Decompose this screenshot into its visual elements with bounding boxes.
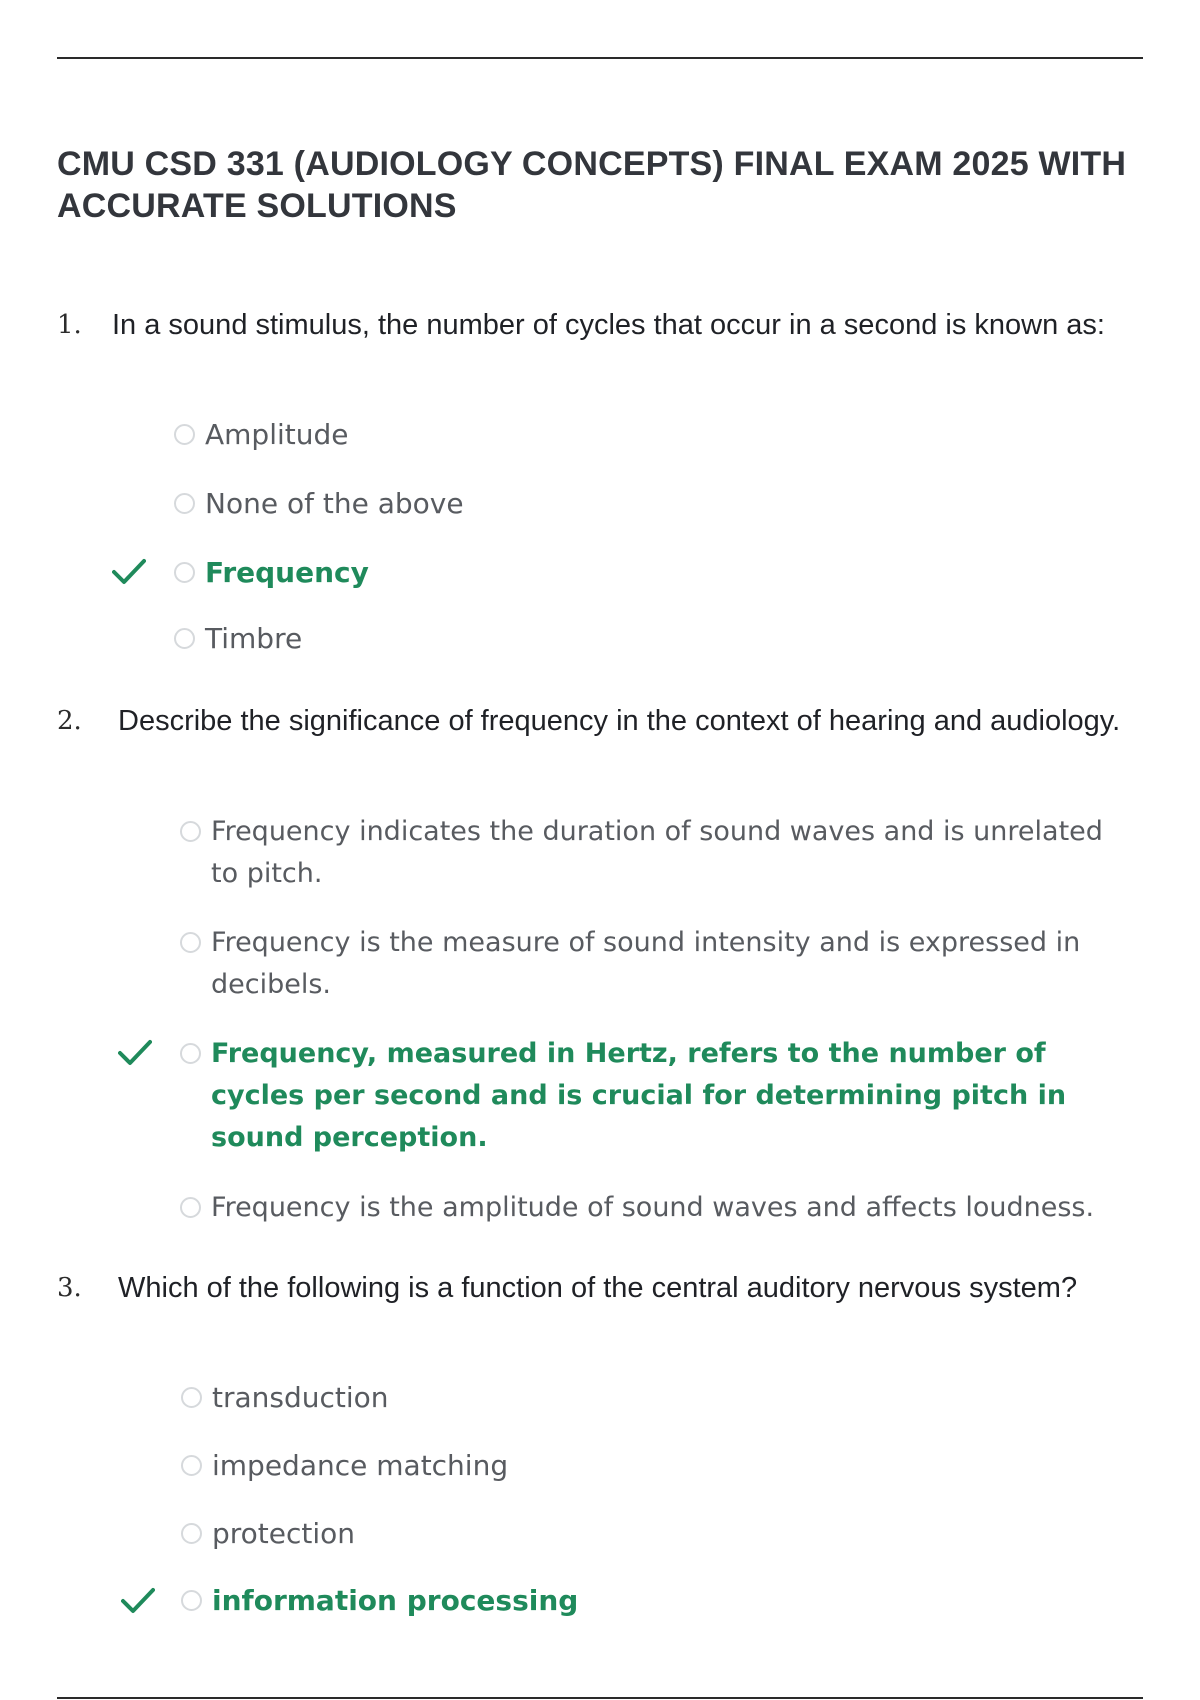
radio-button[interactable] xyxy=(180,1197,201,1218)
radio-button[interactable] xyxy=(181,1590,202,1611)
option-label: Timbre xyxy=(205,622,303,655)
correct-checkmark-icon xyxy=(121,1586,155,1616)
radio-button[interactable] xyxy=(174,562,195,583)
answer-option-correct[interactable] xyxy=(174,552,369,594)
question-3 xyxy=(57,1267,1147,1309)
option-label: Frequency is the amplitude of sound waves and affects loudness. xyxy=(211,1192,1095,1223)
question-text: Describe the significance of frequency in the context of hearing and audiology. xyxy=(118,705,1121,737)
question-text: In a sound stimulus, the number of cycles that occur in a second is known as: xyxy=(112,309,1105,341)
question-1 xyxy=(57,304,1147,346)
radio-button[interactable] xyxy=(180,932,201,953)
radio-button[interactable] xyxy=(174,493,195,514)
answer-option[interactable] xyxy=(181,1377,389,1419)
answer-option-correct[interactable] xyxy=(181,1580,578,1622)
option-label: Frequency xyxy=(205,556,369,589)
radio-button[interactable] xyxy=(180,1043,201,1064)
question-number: 1. xyxy=(57,310,82,340)
correct-checkmark-icon xyxy=(118,1038,152,1068)
question-text: Which of the following is a function of the central auditory nervous system? xyxy=(118,1272,1078,1304)
answer-option[interactable] xyxy=(174,414,349,456)
answer-option[interactable] xyxy=(174,618,302,660)
radio-button[interactable] xyxy=(181,1523,202,1544)
option-label: impedance matching xyxy=(212,1449,509,1482)
radio-button[interactable] xyxy=(180,821,201,842)
answer-option[interactable] xyxy=(181,1445,508,1487)
answer-option[interactable] xyxy=(181,1513,355,1555)
top-rule xyxy=(57,57,1143,59)
answer-option[interactable] xyxy=(180,811,1130,895)
option-label: Frequency indicates the duration of sound waves and is unrelated to pitch. xyxy=(211,816,1103,889)
option-label: Frequency is the measure of sound intensity and is expressed in decibels. xyxy=(211,927,1081,1000)
correct-checkmark-icon xyxy=(112,557,146,587)
answer-option[interactable] xyxy=(180,1187,1140,1229)
option-label: protection xyxy=(212,1517,356,1550)
question-2 xyxy=(57,700,1147,742)
option-label: None of the above xyxy=(205,487,464,520)
option-label: Amplitude xyxy=(205,418,349,451)
answer-option[interactable] xyxy=(174,483,464,525)
question-number: 3. xyxy=(57,1273,82,1303)
radio-button[interactable] xyxy=(174,424,195,445)
radio-button[interactable] xyxy=(181,1455,202,1476)
option-label: information processing xyxy=(212,1584,579,1617)
question-number: 2. xyxy=(57,706,82,736)
option-label: Frequency, measured in Hertz, refers to the number of cycles per second and is crucial for determining pitch in sound perception. xyxy=(211,1038,1067,1153)
radio-button[interactable] xyxy=(181,1387,202,1408)
answer-option-correct[interactable] xyxy=(180,1033,1130,1159)
document-title: CMU CSD 331 (AUDIOLOGY CONCEPTS) FINAL EXAM 2025 WITH ACCURATE SOLUTIONS xyxy=(57,145,1127,225)
radio-button[interactable] xyxy=(174,628,195,649)
option-label: transduction xyxy=(212,1381,389,1414)
answer-option[interactable] xyxy=(180,922,1130,1006)
bottom-rule xyxy=(57,1697,1143,1699)
